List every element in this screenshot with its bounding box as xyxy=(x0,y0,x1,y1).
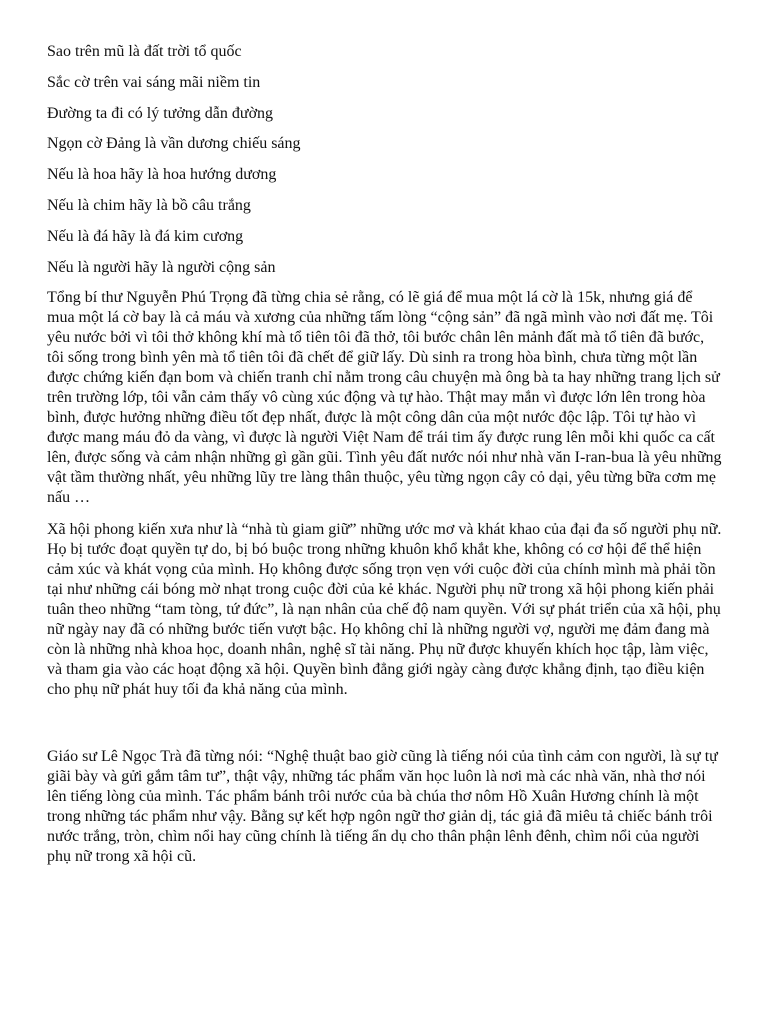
paragraph-women-feudal-society: Xã hội phong kiến xưa như là “nhà tù giam giữ” những ước mơ và khát khao của đại đa số người phụ nữ. Họ bị tước đoạt quyền tự do, bị bó buộc trong những khuôn khổ khắt khe, không có cơ hội để thể hiện cảm xúc và khát vọng của mình. Họ không được sống trọn vẹn với cuộc đời của chính mình mà phải tồn tại như những cái bóng mờ nhạt trong cuộc đời của kẻ khác. Người phụ nữ trong xã hội phong kiến phải tuân theo những “tam tòng, tứ đức”, là nạn nhân của chế độ nam quyền. Với sự phát triển của xã hội, phụ nữ ngày nay đã có những bước tiến vượt bậc. Họ không chỉ là những người vợ, người mẹ đảm đang mà còn là những nhà khoa học, doanh nhân, nghệ sĩ tài năng. Phụ nữ được khuyến khích học tập, làm việc, và tham gia vào các hoạt động xã hội. Quyền bình đẳng giới ngày càng được khẳng định, tạo điều kiện cho phụ nữ phát huy tối đa khả năng của mình. xyxy=(47,521,722,699)
verse-line-3: Đường ta đi có lý tưởng dẫn đường xyxy=(47,104,274,122)
verse-line-2: Sắc cờ trên vai sáng mãi niềm tin xyxy=(47,73,261,91)
verse-line-4: Ngọn cờ Đảng là vần dương chiếu sáng xyxy=(47,135,301,153)
paragraph-literature-quote: Giáo sư Lê Ngọc Trà đã từng nói: “Nghệ thuật bao giờ cũng là tiếng nói của tình cảm con người, là sự tự giãi bày và gửi gắm tâm tư”, thật vậy, những tác phẩm văn học luôn là nơi mà các nhà văn, nhà thơ nói lên tiếng lòng của mình. Tác phẩm bánh trôi nước của bà chúa thơ nôm Hồ Xuân Hương chính là một trong những tác phẩm như vậy. Bằng sự kết hợp ngôn ngữ thơ giản dị, tác giả đã miêu tả chiếc bánh trôi nước trắng, tròn, chìm nổi hay cũng chính là tiếng ẩn dụ cho thân phận lênh đênh, chìm nổi của người phụ nữ trong xã hội cũ. xyxy=(47,748,718,866)
verse-line-1: Sao trên mũ là đất trời tổ quốc xyxy=(47,43,242,60)
document-page xyxy=(47,42,723,867)
verse-line-5: Nếu là hoa hãy là hoa hướng dương xyxy=(47,166,277,184)
verse-line-8: Nếu là người hãy là người cộng sản xyxy=(47,258,276,276)
poem-verse xyxy=(47,42,723,278)
verse-line-7: Nếu là đá hãy là đá kim cương xyxy=(47,227,244,245)
verse-line-6: Nếu là chim hãy là bồ câu trắng xyxy=(47,196,251,214)
paragraph-patriotism: Tổng bí thư Nguyễn Phú Trọng đã từng chia sẻ rằng, có lẽ giá để mua một lá cờ là 15k, nhưng giá để mua một lá cờ bay là cả máu và xương của những tấm lòng “cộng sản” đã ngã mình vào nơi đất mẹ. Tôi yêu nước bởi vì tôi thở không khí mà tổ tiên tôi đã thở, tôi bước chân lên mảnh đất mà tổ tiên đã bước, tôi sống trong bình yên mà tổ tiên tôi đã chết để giữ lấy. Dù sinh ra trong hòa bình, chưa từng một lần được chứng kiến đạn bom và chiến tranh chỉ nằm trong câu chuyện mà ông bà ta hay những trang lịch sử trên trường lớp, tôi vẫn cảm thấy vô cùng xúc động và tự hào. Thật may mắn vì được lớn lên trong hòa bình, được hưởng những điều tốt đẹp nhất, được là một công dân của một nước độc lập. Tôi tự hào vì được mang máu đỏ da vàng, vì được là người Việt Nam để trái tim ấy được rung lên mỗi khi quốc ca cất lên, được sống và cảm nhận những gì gần gũi. Tình yêu đất nước nói như nhà văn I-ran-bua là yêu những vật tầm thường nhất, yêu những lũy tre làng thân thuộc, yêu từng ngọn cây cỏ dại, yêu từng bữa cơm mẹ nấu … xyxy=(47,289,722,507)
